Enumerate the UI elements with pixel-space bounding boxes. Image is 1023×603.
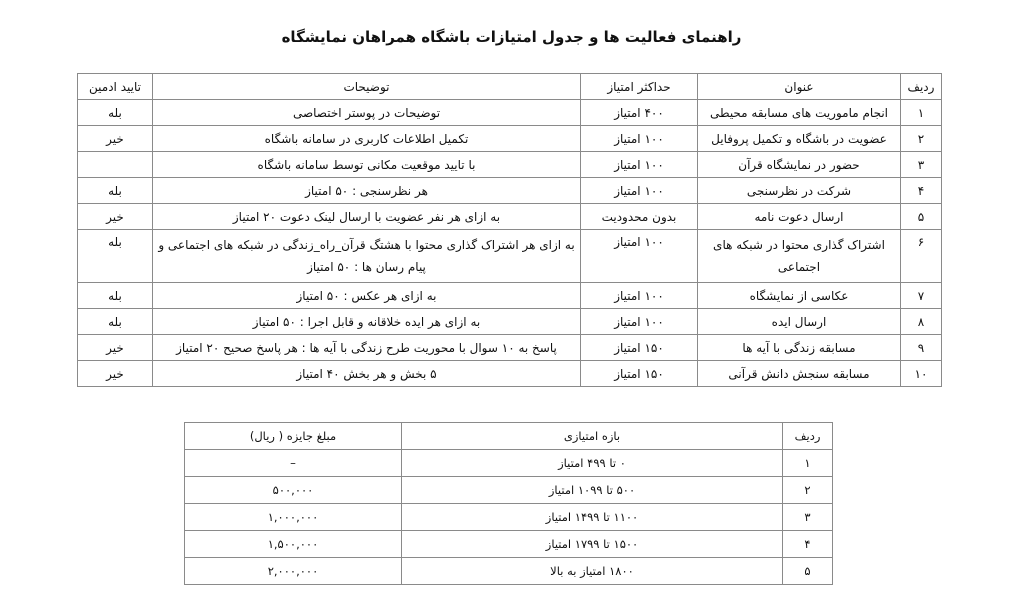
table-row: [185, 450, 833, 477]
cell-title: ارسال دعوت نامه: [698, 204, 901, 230]
cell-description: به ازای هر نفر عضویت با ارسال لینک دعوت ۲۰ امتیاز: [153, 204, 581, 230]
cell-max-points: ۱۵۰ امتیاز: [581, 361, 698, 387]
cell-admin-approval: خیر: [78, 361, 153, 387]
prizes-table: [184, 422, 833, 585]
cell-max-points: ۱۰۰ امتیاز: [581, 152, 698, 178]
header-admin-approval: تایید ادمین: [78, 74, 153, 100]
cell-description: با تایید موقعیت مکانی توسط سامانه باشگاه: [153, 152, 581, 178]
cell-row-number: ۹: [901, 335, 942, 361]
cell-max-points: ۱۵۰ امتیاز: [581, 335, 698, 361]
cell-description: توضیحات در پوستر اختصاصی: [153, 100, 581, 126]
cell-row-number: ۵: [783, 558, 833, 585]
table-row: [78, 152, 942, 178]
cell-max-points: ۱۰۰ امتیاز: [581, 283, 698, 309]
cell-prize: –: [185, 450, 402, 477]
activities-table: [77, 73, 942, 387]
table-row: [78, 204, 942, 230]
cell-title: مسابقه زندگی با آیه ها: [698, 335, 901, 361]
cell-description: هر نظرسنجی : ۵۰ امتیاز: [153, 178, 581, 204]
cell-row-number: ۴: [783, 531, 833, 558]
header-title: عنوان: [698, 74, 901, 100]
table-row: [78, 230, 942, 283]
cell-row-number: ۷: [901, 283, 942, 309]
cell-row-number: ۲: [783, 477, 833, 504]
cell-description: به ازای هر اشتراک گذاری محتوا با هشتگ قرآن_راه_زندگی در شبکه های اجتماعی و پیام رسان ها : ۵۰ امتیاز: [153, 230, 581, 283]
cell-title: شرکت در نظرسنجی: [698, 178, 901, 204]
table-row: [78, 100, 942, 126]
table-header-row: [185, 423, 833, 450]
cell-row-number: ۶: [901, 230, 942, 283]
header-description: توضیحات: [153, 74, 581, 100]
cell-title: عکاسی از نمایشگاه: [698, 283, 901, 309]
cell-range: ۱۵۰۰ تا ۱۷۹۹ امتیاز: [402, 531, 783, 558]
cell-row-number: ۸: [901, 309, 942, 335]
cell-admin-approval: [78, 152, 153, 178]
header-max-points: حداکثر امتیاز: [581, 74, 698, 100]
cell-admin-approval: خیر: [78, 126, 153, 152]
cell-max-points: ۱۰۰ امتیاز: [581, 126, 698, 152]
cell-prize: ۲,۰۰۰,۰۰۰: [185, 558, 402, 585]
cell-description: تکمیل اطلاعات کاربری در سامانه باشگاه: [153, 126, 581, 152]
table-row: [185, 504, 833, 531]
cell-prize: ۱,۰۰۰,۰۰۰: [185, 504, 402, 531]
header-range: بازه امتیازی: [402, 423, 783, 450]
table-row: [78, 178, 942, 204]
cell-range: ۱۱۰۰ تا ۱۴۹۹ امتیاز: [402, 504, 783, 531]
cell-title: عضویت در باشگاه و تکمیل پروفایل: [698, 126, 901, 152]
cell-row-number: ۲: [901, 126, 942, 152]
cell-title: ارسال ایده: [698, 309, 901, 335]
cell-description: پاسخ به ۱۰ سوال با محوریت طرح زندگی با آیه ها : هر پاسخ صحیح ۲۰ امتیاز: [153, 335, 581, 361]
cell-range: ۵۰۰ تا ۱۰۹۹ امتیاز: [402, 477, 783, 504]
cell-prize: ۵۰۰,۰۰۰: [185, 477, 402, 504]
header-row-number: ردیف: [901, 74, 942, 100]
cell-range: ۰ تا ۴۹۹ امتیاز: [402, 450, 783, 477]
cell-description: به ازای هر ایده خلاقانه و قابل اجرا : ۵۰ امتیاز: [153, 309, 581, 335]
cell-row-number: ۱۰: [901, 361, 942, 387]
cell-admin-approval: خیر: [78, 335, 153, 361]
cell-description: به ازای هر عکس : ۵۰ امتیاز: [153, 283, 581, 309]
cell-max-points: ۱۰۰ امتیاز: [581, 178, 698, 204]
cell-row-number: ۱: [783, 450, 833, 477]
cell-max-points: بدون محدودیت: [581, 204, 698, 230]
cell-row-number: ۱: [901, 100, 942, 126]
cell-max-points: ۱۰۰ امتیاز: [581, 230, 698, 283]
table-header-row: [78, 74, 942, 100]
table-row: [185, 558, 833, 585]
table-row: [185, 531, 833, 558]
header-row-number: ردیف: [783, 423, 833, 450]
cell-range: ۱۸۰۰ امتیاز به بالا: [402, 558, 783, 585]
cell-admin-approval: بله: [78, 283, 153, 309]
cell-admin-approval: بله: [78, 100, 153, 126]
cell-title: انجام ماموریت های مسابقه محیطی: [698, 100, 901, 126]
cell-title: اشتراک گذاری محتوا در شبکه های اجتماعی: [698, 230, 901, 283]
table-row: [78, 283, 942, 309]
header-prize: مبلغ جایزه ( ریال): [185, 423, 402, 450]
cell-admin-approval: بله: [78, 178, 153, 204]
table-row: [78, 335, 942, 361]
cell-admin-approval: خیر: [78, 204, 153, 230]
table-row: [78, 361, 942, 387]
cell-row-number: ۴: [901, 178, 942, 204]
table-row: [78, 309, 942, 335]
cell-row-number: ۳: [783, 504, 833, 531]
cell-admin-approval: بله: [78, 230, 153, 283]
cell-max-points: ۴۰۰ امتیاز: [581, 100, 698, 126]
cell-max-points: ۱۰۰ امتیاز: [581, 309, 698, 335]
cell-prize: ۱,۵۰۰,۰۰۰: [185, 531, 402, 558]
cell-admin-approval: بله: [78, 309, 153, 335]
table-row: [78, 126, 942, 152]
cell-description: ۵ بخش و هر بخش ۴۰ امتیاز: [153, 361, 581, 387]
table-row: [185, 477, 833, 504]
cell-title: حضور در نمایشگاه قرآن: [698, 152, 901, 178]
cell-row-number: ۵: [901, 204, 942, 230]
page-title: راهنمای فعالیت ها و جدول امتیازات باشگاه همراهان نمایشگاه: [281, 28, 742, 46]
cell-row-number: ۳: [901, 152, 942, 178]
cell-title: مسابقه سنجش دانش قرآنی: [698, 361, 901, 387]
